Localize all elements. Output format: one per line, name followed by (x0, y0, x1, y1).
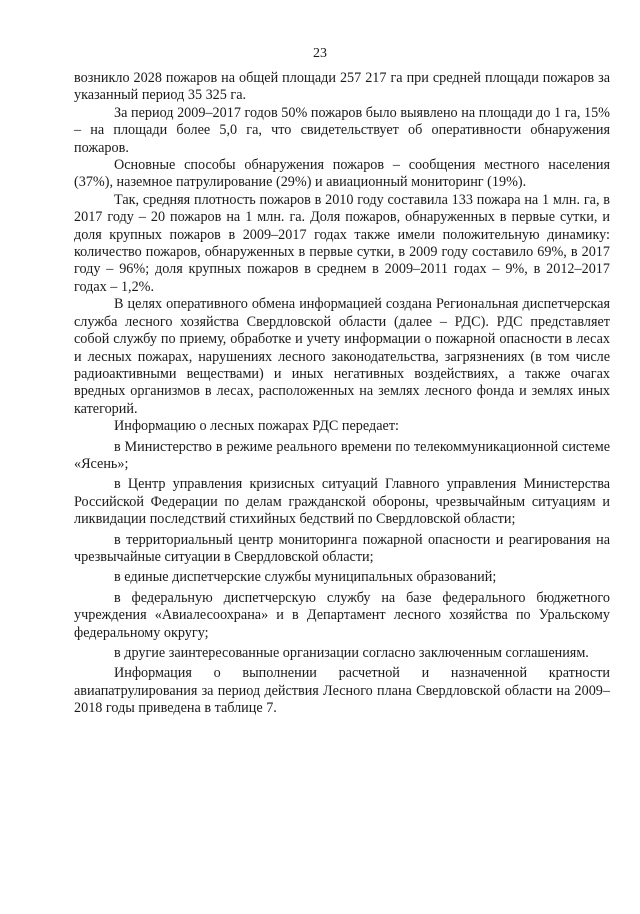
paragraph-table-reference: Информация о выполнении расчетной и назначенной кратности авиапатрулирования за период действия Лесного плана Свердловской области на 2009–2018 годы приведена в таблице 7. (74, 665, 610, 717)
page-number: 23 (313, 46, 327, 61)
paragraph-rds-description: В целях оперативного обмена информацией создана Региональная диспетчерская служба лесного хозяйства Свердловской области (далее – РДС). РДС представляет собой службу по приему, обработке и учету информации о пожарной опасности в лесах и лесных пожарах, нарушениях лесного законодательства, загрязнениях (в том числе радиоактивными веществами) и иных негативных воздействиях, а также очагах вредных организмов в лесах, расположенных на землях лесного фонда и землях иных категорий. (74, 296, 610, 417)
list-item-federal-service: в федеральную диспетчерскую службу на базе федерального бюджетного учреждения «Авиалесоохрана» и в Департамент лесного хозяйства по Уральскому федеральному округу; (74, 589, 610, 641)
paragraph-detection-methods: Основные способы обнаружения пожаров – сообщения местного населения (37%), наземное патрулирование (29%) и авиационный мониторинг (19%). (74, 157, 610, 191)
paragraph-fire-density: Так, средняя плотность пожаров в 2010 году составила 133 пожара на 1 млн. га, в 2017 году – 20 пожаров на 1 млн. га. Доля пожаров, обнаруженных в первые сутки, и доля крупных пожаров в 2009–2017 годах также имели положительную динамику: количество пожаров, обнаруженных в первые сутки, в 2009 году составило 69%, в 2017 году – 96%; доля крупных пожаров в среднем в 2009–2011 годах – 9%, в 2012–2017 годах – 1,2%. (74, 191, 610, 295)
paragraph-detection-share: За период 2009–2017 годов 50% пожаров было выявлено на площади до 1 га, 15% – на площади более 5,0 га, что свидетельствует об оперативности обнаружения пожаров. (74, 104, 610, 156)
list-item-monitoring-center: в территориальный центр мониторинга пожарной опасности и реагирования на чрезвычайные ситуации в Свердловской области; (74, 531, 610, 565)
paragraph-rds-transfers: Информацию о лесных пожарах РДС передает: (114, 418, 399, 435)
list-item-ministry: в Министерство в режиме реального времени по телекоммуникационной системе «Ясень»; (74, 438, 610, 472)
list-item-other-organizations: в другие заинтересованные организации согласно заключенным соглашениям. (114, 645, 589, 661)
paragraph-fire-area-continuation: возникло 2028 пожаров на общей площади 257 217 га при средней площади пожаров за указанный период 35 325 га. (74, 70, 610, 104)
list-item-municipal-services: в единые диспетчерские службы муниципальных образований; (114, 569, 497, 586)
page-body (74, 70, 610, 718)
list-item-crisis-center: в Центр управления кризисных ситуаций Главного управления Министерства Российской Федерации по делам гражданской обороны, чрезвычайным ситуациям и ликвидации последствий стихийных бедствий по Свердловской области; (74, 476, 610, 528)
